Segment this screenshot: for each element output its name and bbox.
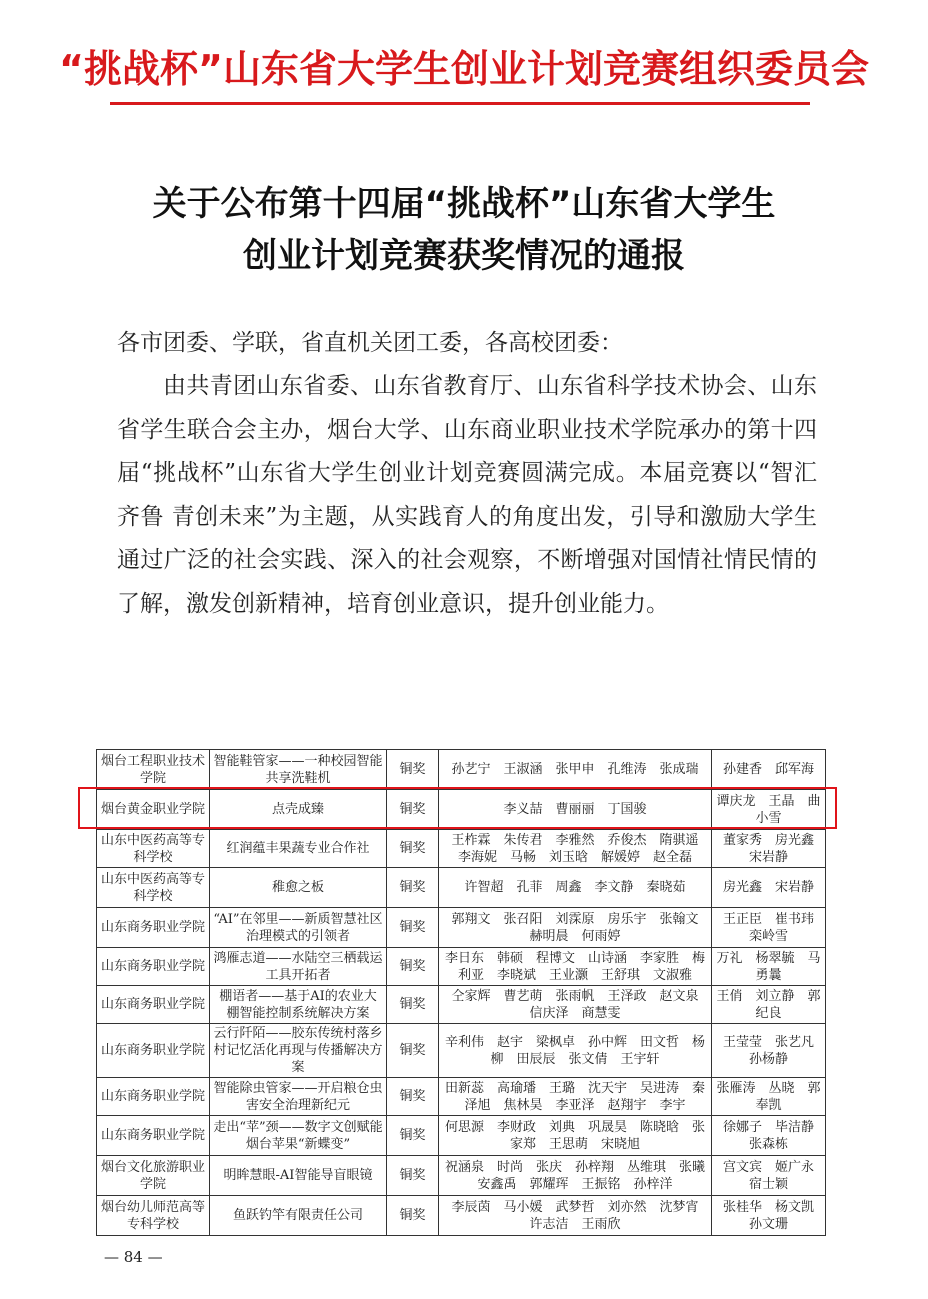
cell-award: 铜奖 (387, 1196, 439, 1236)
issuing-organization-header: “挑战杯”山东省大学生创业计划竞赛组织委员会 (59, 47, 869, 91)
cell-project: 鱼跃钓竿有限责任公司 (210, 1196, 387, 1236)
highlight-box (78, 787, 837, 829)
cell-award: 铜奖 (387, 750, 439, 790)
cell-school: 山东商务职业学院 (97, 908, 210, 948)
cell-members: 李日东 韩硕 程博文 山诗涵 李家胜 梅利亚 李晓斌 王业灏 王舒琪 文淑雅 (439, 948, 712, 986)
cell-project: 智能鞋管家——一种校园智能共享洗鞋机 (210, 750, 387, 790)
cell-school: 山东中医药高等专科学校 (97, 868, 210, 908)
cell-project: 云行阡陌——胶东传统村落乡村记忆活化再现与传播解决方案 (210, 1024, 387, 1078)
cell-award: 铜奖 (387, 868, 439, 908)
cell-school: 烟台工程职业技术学院 (97, 750, 210, 790)
cell-project: 智能除虫管家——开启粮仓虫害安全治理新纪元 (210, 1078, 387, 1116)
cell-award: 铜奖 (387, 1078, 439, 1116)
table-row (97, 986, 826, 1024)
cell-school: 烟台幼儿师范高等专科学校 (97, 1196, 210, 1236)
table-row (97, 1078, 826, 1116)
cell-advisors: 房光鑫 宋岩静 (712, 868, 826, 908)
cell-members: 李义喆 曹丽丽 丁国骏 (439, 790, 712, 830)
cell-award: 铜奖 (387, 948, 439, 986)
table-row (97, 908, 826, 948)
cell-members: 李辰茵 马小媛 武梦哲 刘亦然 沈梦宵 许志洁 王雨欣 (439, 1196, 712, 1236)
cell-advisors: 宫文宾 姬广永 宿士颖 (712, 1156, 826, 1196)
cell-school: 烟台文化旅游职业学院 (97, 1156, 210, 1196)
cell-project: 明眸慧眼-AI智能导盲眼镜 (210, 1156, 387, 1196)
cell-award: 铜奖 (387, 790, 439, 830)
cell-project: 点壳成臻 (210, 790, 387, 830)
table-row (97, 750, 826, 790)
page-number: — 84 — (104, 1248, 163, 1266)
cell-advisors: 董家秀 房光鑫 宋岩静 (712, 830, 826, 868)
cell-school: 山东商务职业学院 (97, 1024, 210, 1078)
cell-project: 走出“苹”颈——数字文创赋能烟台苹果“新蝶变” (210, 1116, 387, 1156)
body-paragraph: 由共青团山东省委、山东省教育厅、山东省科学技术协会、山东省学生联合会主办，烟台大学、山东商业职业技术学院承办的第十四届“挑战杯”山东省大学生创业计划竞赛圆满完成。本届竞赛以“智汇齐鲁 青创未来”为主题，从实践育人的角度出发，引导和激励大学生通过广泛的社会实践、深入的社会观察，不断增强对国情社情民情的了解，激发创新精神，培育创业意识，提升创业能力。 (117, 373, 817, 617)
cell-school: 山东商务职业学院 (97, 948, 210, 986)
cell-members: 辛利伟 赵宇 梁枫卓 孙中辉 田文哲 杨柳 田辰辰 张文倩 王宇轩 (439, 1024, 712, 1078)
table-row (97, 868, 826, 908)
cell-members: 田新蕊 高瑜璠 王璐 沈天宇 吴进涛 秦泽旭 焦林昊 李亚泽 赵翔宇 李宇 (439, 1078, 712, 1116)
header-red-rule (110, 102, 810, 105)
table-row (97, 1116, 826, 1156)
cell-members: 孙艺宁 王淑涵 张甲申 孔维涛 张成瑞 (439, 750, 712, 790)
cell-project: 红润蕴丰果蔬专业合作社 (210, 830, 387, 868)
cell-project: 鸿雁志道——水陆空三栖载运工具开拓者 (210, 948, 387, 986)
cell-award: 铜奖 (387, 1024, 439, 1078)
cell-school: 山东商务职业学院 (97, 986, 210, 1024)
cell-advisors: 徐娜子 毕洁静 张森栋 (712, 1116, 826, 1156)
cell-advisors: 王正臣 崔书玮 栾岭雪 (712, 908, 826, 948)
cell-project: “AI”在邻里——新质智慧社区治理模式的引领者 (210, 908, 387, 948)
cell-members: 祝涵泉 时尚 张庆 孙梓翔 丛维琪 张曦 安鑫禹 郭耀珲 王振铭 孙梓洋 (439, 1156, 712, 1196)
cell-members: 仝家辉 曹艺萌 张雨帆 王泽政 赵文泉 信庆泽 商慧雯 (439, 986, 712, 1024)
cell-members: 何思源 李财政 刘典 巩晟昊 陈晓晗 张家郑 王思萌 宋晓旭 (439, 1116, 712, 1156)
cell-advisors: 万礼 杨翠毓 马勇曩 (712, 948, 826, 986)
table-row (97, 1156, 826, 1196)
document-title-line-1: 关于公布第十四届“挑战杯”山东省大学生 (152, 184, 776, 224)
table-row (97, 948, 826, 986)
cell-award: 铜奖 (387, 1156, 439, 1196)
cell-school: 山东中医药高等专科学校 (97, 830, 210, 868)
cell-advisors: 张桂华 杨文凯 孙文珊 (712, 1196, 826, 1236)
cell-members: 郭翔文 张召阳 刘霂原 房乐宇 张翰文 赫明晨 何雨婷 (439, 908, 712, 948)
cell-members: 王柞霖 朱传君 李雅然 乔俊杰 隋骐遥 李海妮 马畅 刘玉晗 解媛婷 赵全磊 (439, 830, 712, 868)
cell-school: 山东商务职业学院 (97, 1116, 210, 1156)
cell-advisors: 张雁涛 丛晓 郭奉凯 (712, 1078, 826, 1116)
cell-award: 铜奖 (387, 830, 439, 868)
cell-advisors: 王俏 刘立静 郭纪良 (712, 986, 826, 1024)
cell-project: 稚愈之板 (210, 868, 387, 908)
cell-award: 铜奖 (387, 1116, 439, 1156)
cell-advisors: 谭庆龙 王晶 曲小雪 (712, 790, 826, 830)
salutation: 各市团委、学联，省直机关团工委，各高校团委： (117, 330, 623, 356)
table-row (97, 830, 826, 868)
table-row (97, 1196, 826, 1236)
cell-advisors: 孙建香 邱军海 (712, 750, 826, 790)
document-title-line-2: 创业计划竞赛获奖情况的通报 (243, 236, 685, 276)
cell-advisors: 王莹莹 张艺凡 孙杨静 (712, 1024, 826, 1078)
table-row (97, 1024, 826, 1078)
cell-school: 山东商务职业学院 (97, 1078, 210, 1116)
cell-award: 铜奖 (387, 986, 439, 1024)
cell-project: 棚语者——基于AI的农业大棚智能控制系统解决方案 (210, 986, 387, 1024)
cell-members: 许智超 孔菲 周鑫 李文静 秦晓茹 (439, 868, 712, 908)
cell-school: 烟台黄金职业学院 (97, 790, 210, 830)
cell-award: 铜奖 (387, 908, 439, 948)
